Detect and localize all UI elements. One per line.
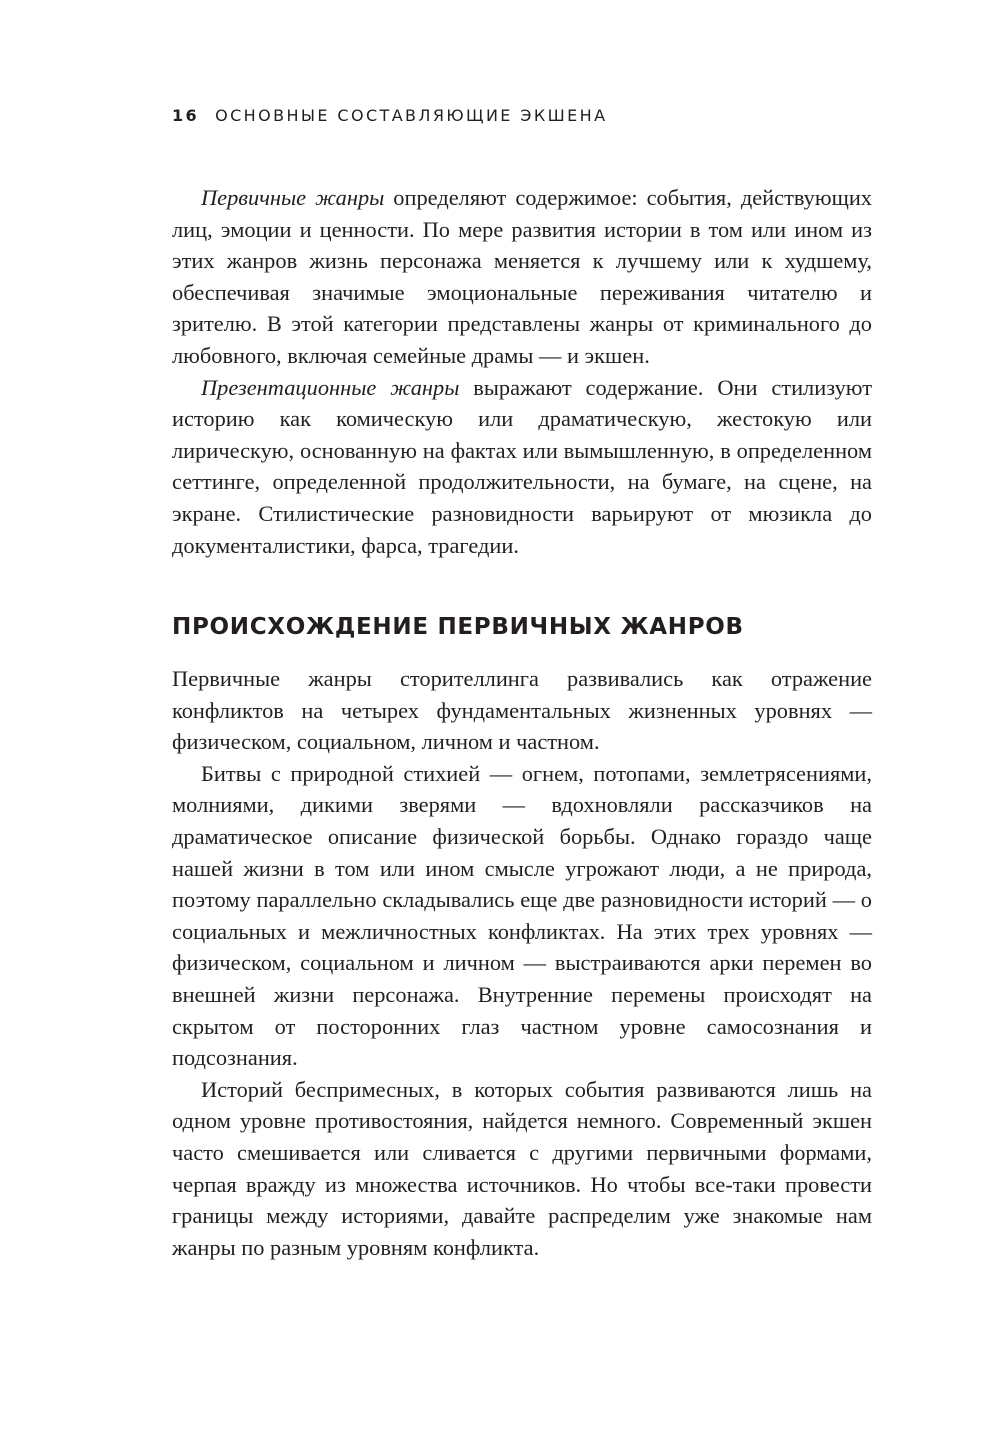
section-text-block: [172, 663, 872, 1263]
paragraph-text: выражают содержание. Они стилизуют историю как комическую или драматическую, жестокую или лирическую, основанную на фактах или вымышленную, в определенном сеттинге, определенной продолжительности, на бумаге, на сцене, на экране. Стилистические разновидности варьируют от мюзикла до документалистики, фарса, трагедии.: [172, 374, 872, 558]
paragraph-text: определяют содержимое: события, действующих лиц, эмоции и ценности. По мере развития истории в том или ином из этих жанров жизнь персонажа меняется к лучшему или к худшему, обеспечивая значимые эмоциональные переживания читателю и зрителю. В этой категории представлены жанры от криминального до любовного, включая семейные драмы — и экшен.: [172, 185, 873, 368]
intro-text-block: [172, 182, 872, 561]
running-header: [172, 106, 607, 125]
section-paragraph-1: Первичные жанры сторителлинга развивались как отражение конфликтов на четырех фундаментальных жизненных уровнях — физическом, социальном, личном и частном.: [172, 666, 872, 755]
paragraph-primary-genres: [172, 182, 872, 372]
section-paragraph-3: Историй беспримесных, в которых события развиваются лишь на одном уровне противостояния, найдется немного. Современный экшен часто смешивается или сливается с другими первичными формами, черпая вражду из множества источников. Но чтобы все-таки провести границы между историями, давайте распределим уже знакомые нам жанры по разным уровням конфликта.: [172, 1076, 872, 1260]
running-title: ОСНОВНЫЕ СОСТАВЛЯЮЩИЕ ЭКШЕНА: [215, 106, 608, 125]
term-presentation-genres: Презентационные жанры: [201, 374, 460, 400]
paragraph-presentation-genres: [172, 372, 872, 562]
page-number: 16: [172, 106, 200, 125]
section-paragraph-2: Битвы с природной стихией — огнем, потопами, землетрясениями, молниями, дикими зверями — вдохновляли рассказчиков на драматическое описание физической борьбы. Однако гораздо чаще нашей жизни в том или ином смысле угрожают люди, а не природа, поэтому параллельно складывались еще две разновидности историй — о социальных и межличностных конфликтах. На этих трех уровнях — физическом, социальном и личном — выстраиваются арки перемен во внешней жизни персонажа. Внутренние перемены происходят на скрытом от посторонних глаз частном уровне самосознания и подсознания.: [172, 760, 872, 1071]
section-heading: ПРОИСХОЖДЕНИЕ ПЕРВИЧНЫХ ЖАНРОВ: [172, 614, 744, 640]
term-primary-genres: Первичные жанры: [201, 185, 385, 210]
